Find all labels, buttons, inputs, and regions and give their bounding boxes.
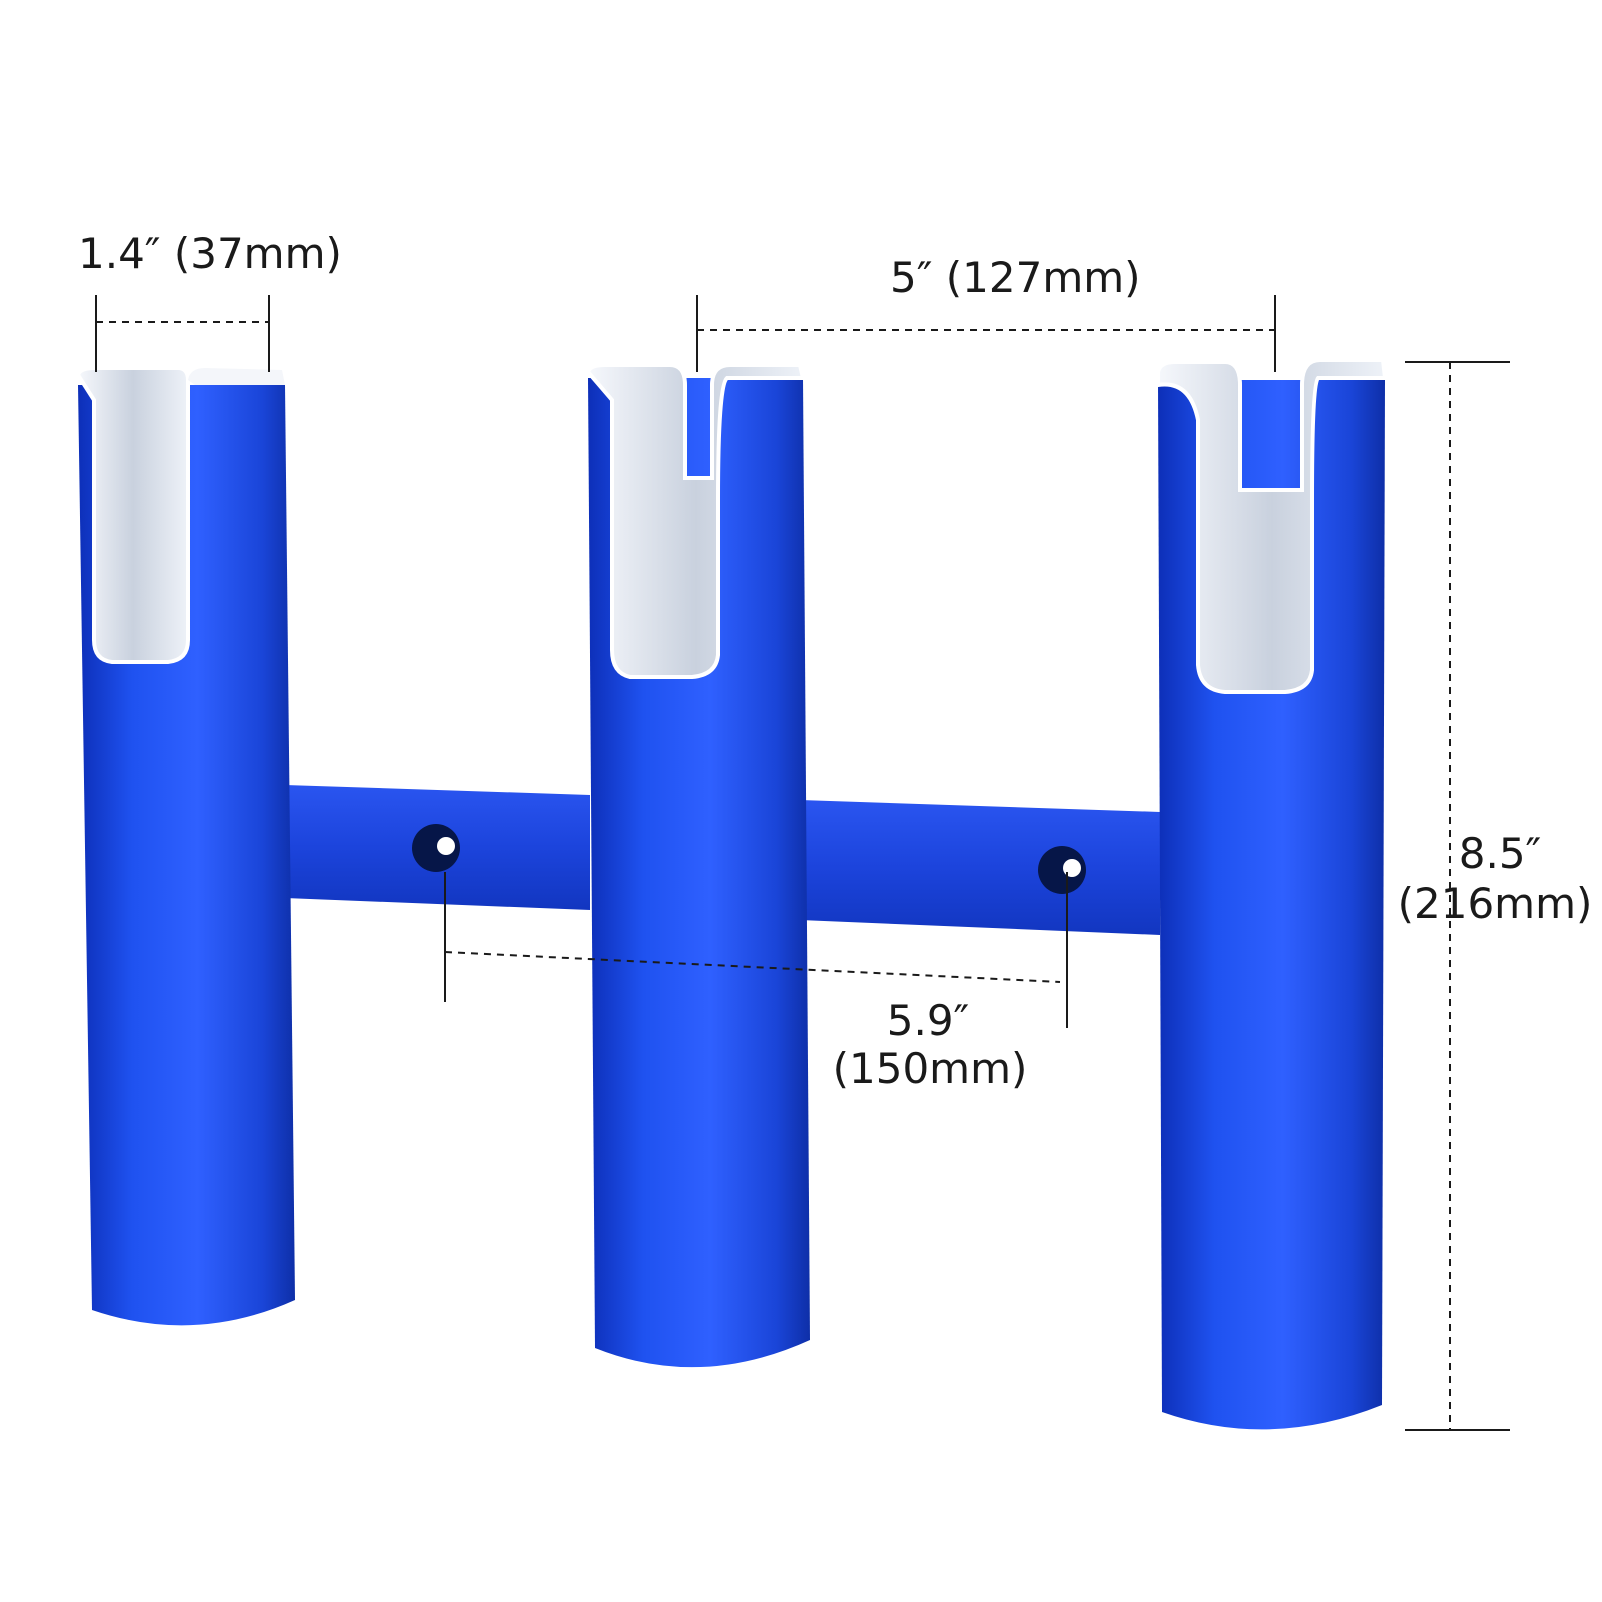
height-inch: 8.5″: [1458, 829, 1542, 878]
mounting-hole-left: [412, 824, 460, 872]
svg-text:(216mm): [1398, 879, 1593, 928]
tube-left: [78, 368, 295, 1325]
mounting-hole-right: [1038, 846, 1086, 894]
tube-spacing-inch: 5″: [890, 253, 933, 302]
tube-spacing-mm: (127mm): [945, 253, 1141, 302]
hole-spacing-mm: (150mm): [832, 1044, 1028, 1093]
dimension-tube-diameter: [78, 229, 342, 372]
tube-right: [1158, 360, 1385, 1429]
tube-diameter-inch: 1.4″: [78, 229, 161, 278]
svg-text:5.9″: [887, 996, 969, 1045]
dimension-height: [1398, 362, 1593, 1430]
svg-text:5″ (127mm): [890, 253, 1141, 302]
svg-text:8.5″: [1459, 829, 1541, 878]
tube-middle: [588, 365, 810, 1367]
svg-text:(150mm): [833, 1044, 1028, 1093]
dimension-tube-spacing: [697, 253, 1275, 372]
tube-left-liner: [78, 368, 188, 662]
svg-text:1.4″ (37mm): [78, 229, 342, 278]
height-mm: (216mm): [1397, 879, 1593, 928]
hole-spacing-inch: 5.9″: [886, 996, 970, 1045]
tube-diameter-mm: (37mm): [173, 229, 342, 278]
